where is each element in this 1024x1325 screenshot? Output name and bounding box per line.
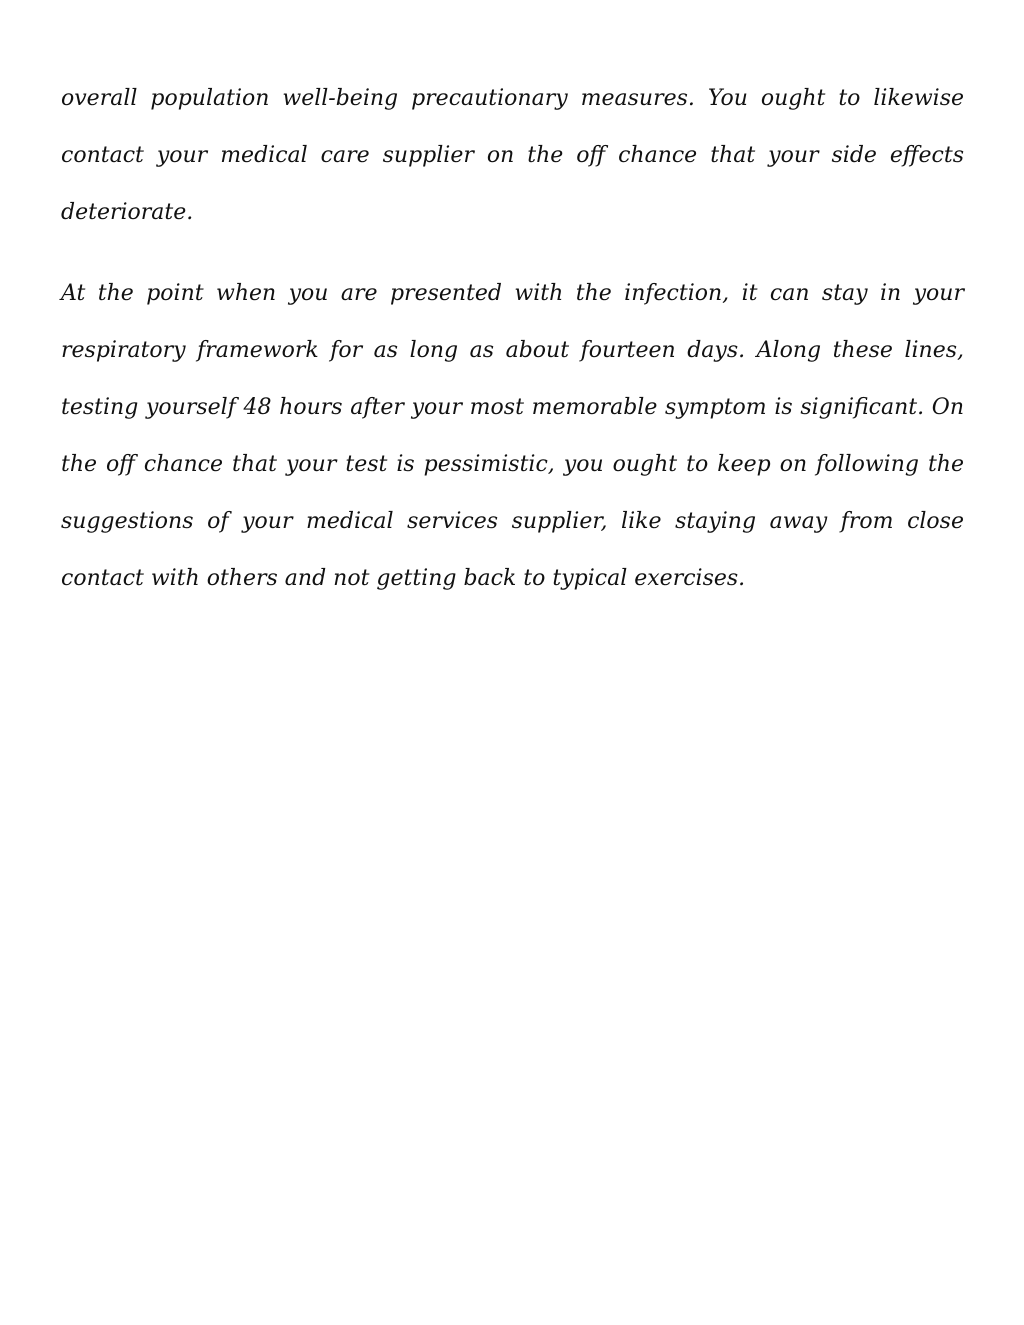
paragraph-2: At the point when you are presented with the infection, it can stay in your respiratory framework for as long as about fourteen days. Along these lines, testing yourself 48 hours after your most memorable symptom is significant. On the off chance that your test is pessimistic, you ought to keep on following the suggestions of your medical services supplier, like staying away from close contact with others and not getting back to typical exercises. (61, 281, 964, 591)
paragraph-1: overall population well-being precautionary measures. You ought to likewise contact your medical care supplier on the off chance that your side effects deteriorate. (61, 86, 964, 225)
document-body (61, 70, 964, 631)
